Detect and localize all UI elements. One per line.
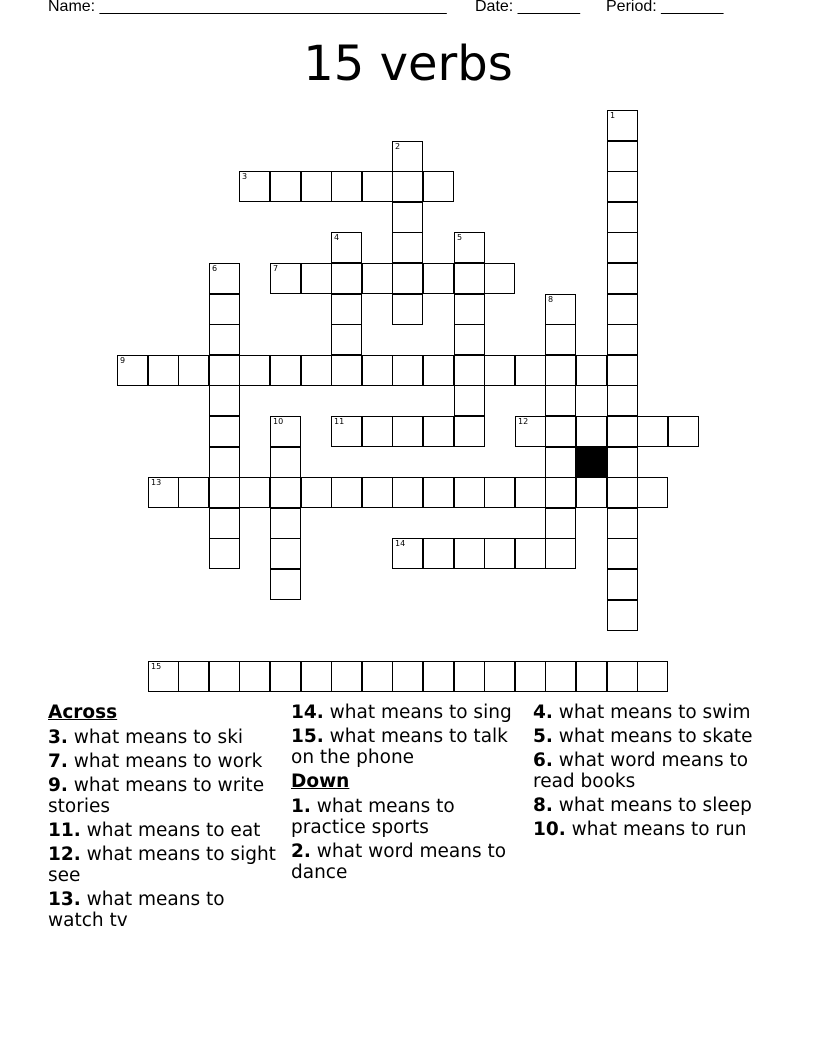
grid-cell[interactable] [454,355,485,386]
grid-cell[interactable] [392,202,423,233]
grid-cell[interactable] [607,508,638,539]
clue-across-12: 12. what means to sight see [48,844,276,886]
clue-number: 2 [395,142,401,151]
grid-cell[interactable] [362,661,393,692]
grid-cell[interactable] [209,416,240,447]
grid-cell[interactable] [545,385,576,416]
grid-cell[interactable] [668,416,699,447]
grid-cell[interactable] [392,661,423,692]
grid-cell[interactable] [362,171,393,202]
grid-cell[interactable] [607,416,638,447]
grid-cell[interactable] [484,355,515,386]
grid-cell[interactable] [209,385,240,416]
grid-cell[interactable] [209,447,240,478]
clue-number: 12 [518,417,529,426]
grid-cell[interactable] [392,538,423,569]
grid-cell[interactable] [270,661,301,692]
clue-number: 1 [610,111,616,120]
grid-cell[interactable] [484,477,515,508]
grid-cell[interactable] [392,171,423,202]
clue-down-10: 10. what means to run [533,819,747,840]
grid-cell[interactable] [331,416,362,447]
grid-cell[interactable] [423,661,454,692]
clue-across-15: 15. what means to talk on the phone [291,726,508,768]
grid-cell[interactable] [423,538,454,569]
clue-number: 5 [457,233,463,242]
grid-cell[interactable] [270,355,301,386]
grid-cell[interactable] [607,355,638,386]
grid-cell[interactable] [239,171,270,202]
clue-number: 6 [212,264,218,273]
grid-cell[interactable] [484,538,515,569]
grid-cell[interactable] [331,232,362,263]
clue-column-2 [291,702,521,886]
grid-cell[interactable] [454,477,485,508]
grid-cell[interactable] [515,355,546,386]
clue-down-5: 5. what means to skate [533,726,753,747]
grid-cell[interactable] [392,141,423,172]
grid-cell[interactable] [576,355,607,386]
grid-cell[interactable] [117,355,148,386]
clue-across-3: 3. what means to ski [48,727,244,748]
clue-number: 11 [334,417,345,426]
clue-down-2: 2. what word means to dance [291,841,507,883]
clue-number: 15 [151,662,162,671]
grid-cell[interactable] [270,477,301,508]
grid-cell[interactable] [454,385,485,416]
grid-cell[interactable] [515,416,546,447]
grid-cell[interactable] [239,477,270,508]
period-field-label[interactable]: Period: _______ [606,0,724,15]
grid-cell[interactable] [454,538,485,569]
grid-cell[interactable] [239,355,270,386]
grid-cell[interactable] [392,355,423,386]
grid-cell[interactable] [209,508,240,539]
clue-across-11: 11. what means to eat [48,820,261,841]
grid-cell[interactable] [607,477,638,508]
date-field-label[interactable]: Date: _______ [475,0,580,15]
grid-cell[interactable] [454,661,485,692]
grid-cell[interactable] [423,171,454,202]
clue-number: 7 [273,264,279,273]
grid-cell[interactable] [209,324,240,355]
grid-cell[interactable] [576,416,607,447]
grid-cell[interactable] [331,355,362,386]
grid-cell[interactable] [423,477,454,508]
clue-number: 4 [334,233,340,242]
grid-cell[interactable] [545,508,576,539]
grid-cell[interactable] [362,416,393,447]
clue-column-1 [48,702,283,934]
grid-cell[interactable] [515,477,546,508]
grid-cell[interactable] [209,477,240,508]
clue-across-9: 9. what means to write stories [48,775,265,817]
across-heading: Across [48,702,118,723]
grid-block-cell [576,447,607,478]
grid-cell[interactable] [270,538,301,569]
clue-down-8: 8. what means to sleep [533,795,752,816]
clue-across-14: 14. what means to sing [291,702,512,723]
grid-cell[interactable] [392,294,423,325]
clue-number: 8 [548,295,554,304]
grid-cell[interactable] [270,508,301,539]
grid-cell[interactable] [484,661,515,692]
grid-cell[interactable] [607,202,638,233]
grid-cell[interactable] [178,661,209,692]
grid-cell[interactable] [392,477,423,508]
grid-cell[interactable] [209,355,240,386]
grid-cell[interactable] [209,538,240,569]
grid-cell[interactable] [637,416,668,447]
grid-cell[interactable] [301,355,332,386]
page-title: 15 verbs [303,36,513,92]
grid-cell[interactable] [178,355,209,386]
grid-cell[interactable] [423,355,454,386]
grid-cell[interactable] [607,600,638,631]
grid-cell[interactable] [545,416,576,447]
name-field-label[interactable]: Name: _______________________________________ [48,0,447,15]
grid-cell[interactable] [423,416,454,447]
grid-cell[interactable] [607,110,638,141]
grid-cell[interactable] [637,477,668,508]
grid-cell[interactable] [239,661,270,692]
clue-number: 14 [395,539,406,548]
grid-cell[interactable] [392,416,423,447]
grid-cell[interactable] [362,477,393,508]
grid-cell[interactable] [331,661,362,692]
grid-cell[interactable] [607,324,638,355]
grid-cell[interactable] [209,661,240,692]
grid-cell[interactable] [209,294,240,325]
clue-down-4: 4. what means to swim [533,702,751,723]
grid-cell[interactable] [484,263,515,294]
grid-cell[interactable] [545,538,576,569]
clue-column-3 [533,702,768,843]
grid-cell[interactable] [607,385,638,416]
grid-cell[interactable] [607,263,638,294]
grid-cell[interactable] [423,263,454,294]
grid-cell[interactable] [331,171,362,202]
grid-cell[interactable] [607,447,638,478]
grid-cell[interactable] [270,416,301,447]
grid-cell[interactable] [454,416,485,447]
grid-cell[interactable] [454,232,485,263]
grid-cell[interactable] [331,294,362,325]
grid-cell[interactable] [576,661,607,692]
grid-cell[interactable] [607,294,638,325]
grid-cell[interactable] [637,661,668,692]
grid-cell[interactable] [331,263,362,294]
grid-cell[interactable] [148,661,179,692]
grid-cell[interactable] [148,477,179,508]
clue-across-13: 13. what means to watch tv [48,889,225,931]
grid-cell[interactable] [270,263,301,294]
grid-cell[interactable] [607,232,638,263]
clue-number: 3 [242,172,248,181]
grid-cell[interactable] [301,661,332,692]
clue-number: 9 [120,356,126,365]
grid-cell[interactable] [392,232,423,263]
clue-number: 13 [151,478,162,487]
grid-cell[interactable] [607,538,638,569]
grid-cell[interactable] [148,355,179,386]
grid-cell[interactable] [545,661,576,692]
grid-cell[interactable] [270,171,301,202]
grid-cell[interactable] [607,661,638,692]
grid-cell[interactable] [454,324,485,355]
grid-cell[interactable] [607,141,638,172]
grid-cell[interactable] [545,294,576,325]
grid-cell[interactable] [607,569,638,600]
clue-across-7: 7. what means to work [48,751,263,772]
grid-cell[interactable] [545,324,576,355]
grid-cell[interactable] [392,263,423,294]
clue-number: 10 [273,417,284,426]
grid-cell[interactable] [362,355,393,386]
grid-cell[interactable] [362,263,393,294]
down-heading: Down [291,771,350,792]
grid-cell[interactable] [545,355,576,386]
grid-cell[interactable] [515,661,546,692]
grid-cell[interactable] [331,477,362,508]
grid-cell[interactable] [607,171,638,202]
grid-cell[interactable] [545,477,576,508]
clue-down-6: 6. what word means to read books [533,750,749,792]
grid-cell[interactable] [515,538,546,569]
grid-cell[interactable] [270,447,301,478]
clue-down-1: 1. what means to practice sports [291,796,455,838]
grid-cell[interactable] [454,263,485,294]
grid-cell[interactable] [178,477,209,508]
grid-cell[interactable] [331,324,362,355]
grid-cell[interactable] [209,263,240,294]
grid-cell[interactable] [270,569,301,600]
grid-cell[interactable] [301,171,332,202]
grid-cell[interactable] [576,477,607,508]
grid-cell[interactable] [545,447,576,478]
grid-cell[interactable] [454,294,485,325]
grid-cell[interactable] [301,477,332,508]
grid-cell[interactable] [301,263,332,294]
